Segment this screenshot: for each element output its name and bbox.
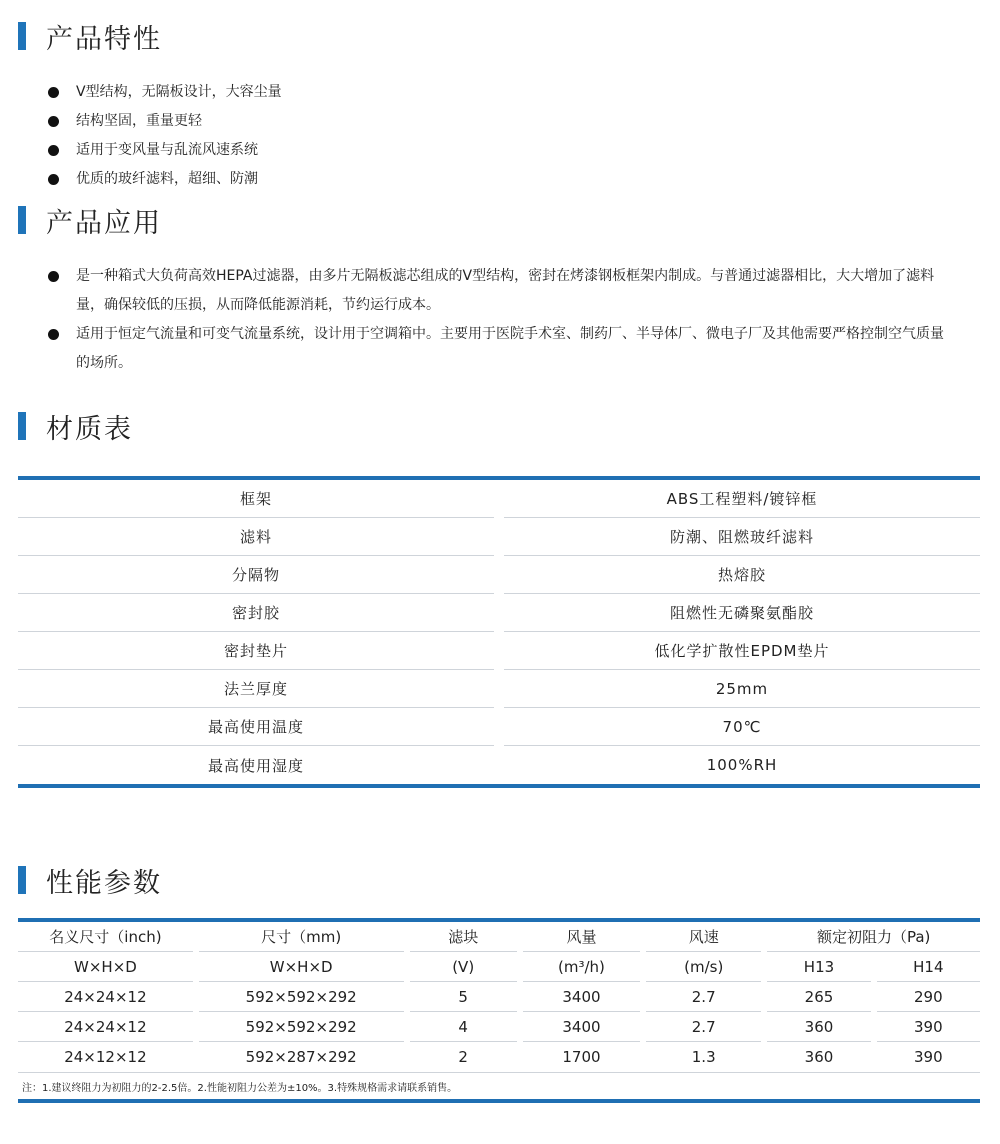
table-cell: 3400 <box>523 982 640 1012</box>
column-header: 风量 <box>523 922 640 952</box>
table-cell: 24×24×12 <box>18 1012 193 1042</box>
material-value: 防潮、阻燃玻纤滤料 <box>504 518 980 556</box>
material-key: 分隔物 <box>18 556 494 594</box>
table-cell: 2.7 <box>646 1012 761 1042</box>
material-key: 滤料 <box>18 518 494 556</box>
table-cell: 4 <box>410 1012 517 1042</box>
table-cell: 3400 <box>523 1012 640 1042</box>
list-item: 优质的玻纤滤料，超细、防潮 <box>48 165 282 194</box>
table-cell: 290 <box>877 982 980 1012</box>
column-unit: H13 <box>767 952 870 982</box>
material-key: 最高使用湿度 <box>207 756 304 775</box>
table-row <box>18 708 980 746</box>
material-value: 低化学扩散性EPDM垫片 <box>504 632 980 670</box>
table-row <box>18 982 980 1012</box>
bullet-icon <box>48 116 59 127</box>
material-value: 70℃ <box>504 708 980 746</box>
column-unit: W×H×D <box>199 952 404 982</box>
heading-accent-bar <box>18 412 26 440</box>
table-row <box>18 556 980 594</box>
table-row <box>18 480 980 518</box>
material-value: 热熔胶 <box>504 556 980 594</box>
table-footnote: 注：1.建议终阻力为初阻力的2-2.5倍。2.性能初阻力公差为±10%。3.特殊规格需求请联系销售。 <box>18 1072 980 1099</box>
column-unit: (m³/h) <box>523 952 640 982</box>
material-value: 100%RH <box>706 756 778 774</box>
table-cell: 360 <box>767 1012 870 1042</box>
material-table <box>18 476 980 788</box>
list-item: 是一种箱式大负荷高效HEPA过滤器，由多片无隔板滤芯组成的V型结构，密封在烤漆钢板框架内制成。与普通过滤器相比，大大增加了滤料量，确保较低的压损，从而降低能源消耗，节约运行成本。 <box>48 262 946 320</box>
table-cell: 592×592×292 <box>199 1012 404 1042</box>
column-header: 额定初阻力（Pa) <box>767 922 980 952</box>
table-cell: 360 <box>804 1048 834 1066</box>
table-row <box>18 1042 980 1072</box>
column-header: 滤块 <box>410 922 517 952</box>
column-header: 名义尺寸（inch) <box>18 922 193 952</box>
table-cell: 1.3 <box>691 1048 716 1066</box>
performance-heading <box>18 862 162 898</box>
performance-title: 性能参数 <box>46 867 162 899</box>
list-item: V型结构，无隔板设计，大容尘量 <box>48 78 282 107</box>
material-key: 框架 <box>18 480 494 518</box>
bullet-icon <box>48 271 59 282</box>
table-subheader-row <box>18 952 980 982</box>
bullet-icon <box>48 174 59 185</box>
material-value: ABS工程塑料/镀锌框 <box>504 480 980 518</box>
table-cell: 592×287×292 <box>245 1048 357 1066</box>
list-item: 适用于变风量与乱流风速系统 <box>48 136 282 165</box>
table-cell: 24×12×12 <box>64 1048 147 1066</box>
heading-accent-bar <box>18 206 26 234</box>
table-cell: 5 <box>410 982 517 1012</box>
bullet-icon <box>48 87 59 98</box>
application-heading <box>18 202 162 238</box>
material-key: 法兰厚度 <box>18 670 494 708</box>
table-row <box>18 518 980 556</box>
bullet-icon <box>48 145 59 156</box>
material-key: 密封胶 <box>18 594 494 632</box>
material-title: 材质表 <box>46 413 133 445</box>
table-cell: 2.7 <box>646 982 761 1012</box>
material-key: 密封垫片 <box>18 632 494 670</box>
list-item: 结构坚固，重量更轻 <box>48 107 282 136</box>
application-title: 产品应用 <box>46 207 162 239</box>
table-cell: 24×24×12 <box>18 982 193 1012</box>
features-title: 产品特性 <box>46 23 162 55</box>
column-unit: H14 <box>877 952 980 982</box>
material-value: 25mm <box>504 670 980 708</box>
application-list <box>48 262 946 378</box>
table-header-row <box>18 922 980 952</box>
column-unit: (m/s) <box>646 952 761 982</box>
features-heading <box>18 18 162 54</box>
heading-accent-bar <box>18 22 26 50</box>
material-key: 最高使用温度 <box>18 708 494 746</box>
table-cell: 1700 <box>562 1048 601 1066</box>
table-row <box>18 1012 980 1042</box>
table-cell: 390 <box>914 1048 943 1066</box>
table-cell: 265 <box>767 982 870 1012</box>
bullet-icon <box>48 329 59 340</box>
heading-accent-bar <box>18 866 26 894</box>
material-value: 阻燃性无磷聚氨酯胶 <box>504 594 980 632</box>
table-cell: 592×592×292 <box>199 982 404 1012</box>
column-unit: W×H×D <box>18 952 193 982</box>
list-item: 适用于恒定气流量和可变气流量系统，设计用于空调箱中。主要用于医院手术室、制药厂、半导体厂、微电子厂及其他需要严格控制空气质量的场所。 <box>48 320 946 378</box>
column-unit: (V) <box>410 952 517 982</box>
table-cell: 390 <box>877 1012 980 1042</box>
column-header: 尺寸（mm) <box>199 922 404 952</box>
table-row <box>18 670 980 708</box>
table-row <box>18 594 980 632</box>
column-header: 风速 <box>646 922 761 952</box>
table-row <box>18 746 980 784</box>
performance-table <box>18 918 980 1103</box>
material-heading <box>18 408 133 444</box>
table-cell: 2 <box>458 1048 468 1066</box>
table-row <box>18 632 980 670</box>
features-list <box>48 78 282 194</box>
